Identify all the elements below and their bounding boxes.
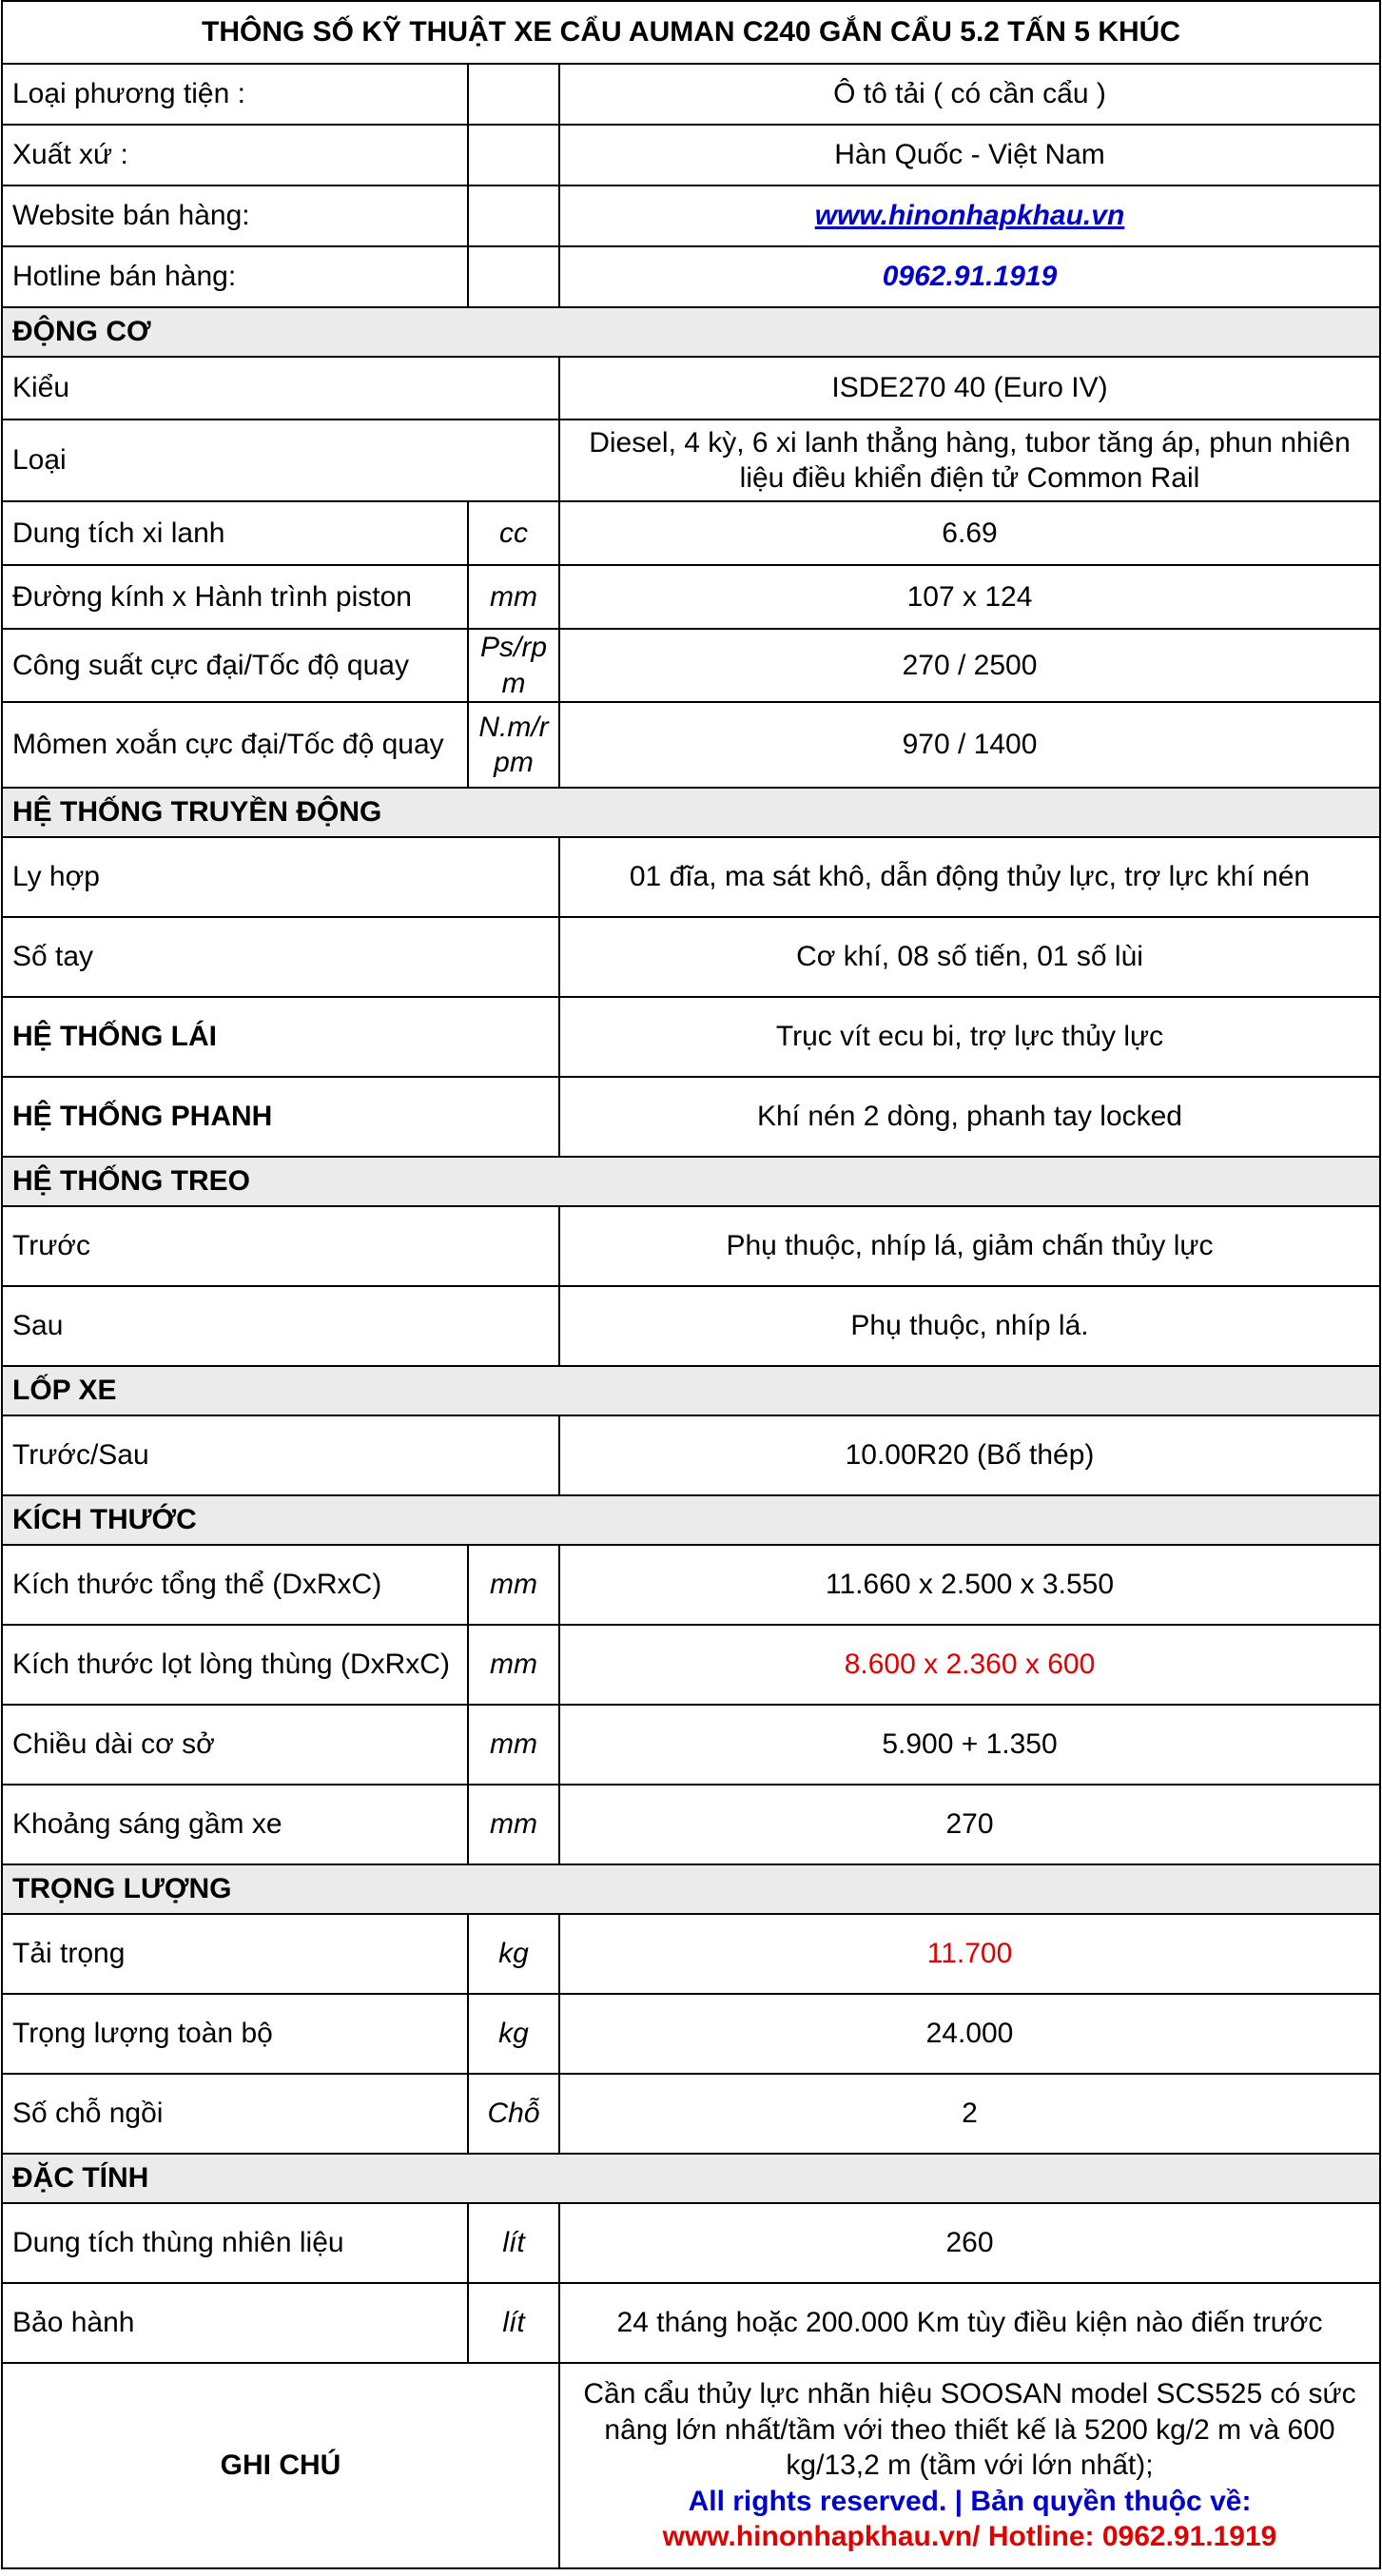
table-row xyxy=(2,246,1380,307)
note-rights: All rights reserved. | Bản quyền thuộc về: xyxy=(688,2485,1252,2517)
table-row xyxy=(2,1914,1380,1994)
table-row xyxy=(2,917,1380,997)
section-transmission-heading: HỆ THỐNG TRUYỀN ĐỘNG xyxy=(2,788,1380,837)
table-row xyxy=(2,837,1380,917)
section-suspension-heading: HỆ THỐNG TREO xyxy=(2,1157,1380,1206)
row-unit: Ps/rpm xyxy=(468,629,559,702)
row-unit: lít xyxy=(468,2283,559,2363)
row-label: Trước xyxy=(2,1206,559,1286)
table-row xyxy=(2,1206,1380,1286)
table-row xyxy=(2,1994,1380,2074)
hotline-value: 0962.91.1919 xyxy=(882,261,1058,293)
hotline-cell xyxy=(559,246,1380,307)
row-value: Diesel, 4 kỳ, 6 xi lanh thẳng hàng, tubor tăng áp, phun nhiên liệu điều khiển điện tử Common Rail xyxy=(559,420,1380,501)
row-label: Kiểu xyxy=(2,357,559,420)
row-unit: mm xyxy=(468,1785,559,1864)
row-unit: mm xyxy=(468,1705,559,1785)
steering-label: HỆ THỐNG LÁI xyxy=(2,997,559,1077)
row-value: ISDE270 40 (Euro IV) xyxy=(559,357,1380,420)
row-label: Loại phương tiện : xyxy=(2,64,468,125)
row-value: 270 xyxy=(559,1785,1380,1864)
section-features-heading: ĐẶC TÍNH xyxy=(2,2154,1380,2203)
table-row xyxy=(2,64,1380,125)
section-weight-heading: TRỌNG LƯỢNG xyxy=(2,1864,1380,1914)
row-value: Cơ khí, 08 số tiến, 01 số lùi xyxy=(559,917,1380,997)
row-value: 5.900 + 1.350 xyxy=(559,1705,1380,1785)
row-unit: N.m/rpm xyxy=(468,702,559,788)
row-value: 107 x 124 xyxy=(559,565,1380,629)
row-label: Hotline bán hàng: xyxy=(2,246,468,307)
row-value-highlight: 11.700 xyxy=(559,1914,1380,1994)
table-row xyxy=(2,629,1380,702)
row-label: Tải trọng xyxy=(2,1914,468,1994)
row-label: Trọng lượng toàn bộ xyxy=(2,1994,468,2074)
table-row xyxy=(2,1705,1380,1785)
table-row xyxy=(2,1625,1380,1705)
table-row xyxy=(2,2283,1380,2363)
row-label: Đường kính x Hành trình piston xyxy=(2,565,468,629)
table-row xyxy=(2,501,1380,565)
row-unit: lít xyxy=(468,2203,559,2283)
row-value: Ô tô tải ( có cần cẩu ) xyxy=(559,64,1380,125)
row-label: Kích thước lọt lòng thùng (DxRxC) xyxy=(2,1625,468,1705)
row-value: 260 xyxy=(559,2203,1380,2283)
row-value-highlight: 8.600 x 2.360 x 600 xyxy=(559,1625,1380,1705)
row-label: Xuất xứ : xyxy=(2,125,468,185)
note-label: GHI CHÚ xyxy=(2,2363,559,2568)
row-value: 24.000 xyxy=(559,1994,1380,2074)
section-dimensions-heading: KÍCH THƯỚC xyxy=(2,1495,1380,1545)
row-value: Phụ thuộc, nhíp lá. xyxy=(559,1286,1380,1366)
note-footer: www.hinonhapkhau.vn/ Hotline: 0962.91.1919 xyxy=(662,2521,1277,2553)
section-tires-heading: LỐP XE xyxy=(2,1366,1380,1415)
row-label: Công suất cực đại/Tốc độ quay xyxy=(2,629,468,702)
website-link[interactable]: www.hinonhapkhau.vn xyxy=(814,200,1125,232)
row-unit: mm xyxy=(468,1625,559,1705)
table-row xyxy=(2,2203,1380,2283)
row-unit: mm xyxy=(468,1545,559,1625)
brake-value: Khí nén 2 dòng, phanh tay locked xyxy=(559,1077,1380,1157)
row-unit: kg xyxy=(468,1994,559,2074)
row-unit xyxy=(468,246,559,307)
table-row xyxy=(2,1286,1380,1366)
row-label: Số chỗ ngồi xyxy=(2,2074,468,2154)
table-row xyxy=(2,1785,1380,1864)
row-value: 10.00R20 (Bố thép) xyxy=(559,1415,1380,1495)
row-label: Bảo hành xyxy=(2,2283,468,2363)
row-label: Kích thước tổng thể (DxRxC) xyxy=(2,1545,468,1625)
row-label: Khoảng sáng gầm xe xyxy=(2,1785,468,1864)
row-unit xyxy=(468,125,559,185)
row-value: 6.69 xyxy=(559,501,1380,565)
note-text: Cần cẩu thủy lực nhãn hiệu SOOSAN model SCS525 có sức nâng lớn nhất/tầm với theo thiết kế là 5200 kg/2 m và 600 kg/13,2 m (tầm với lớn nhất); xyxy=(583,2378,1356,2482)
table-row xyxy=(2,1077,1380,1157)
row-unit xyxy=(468,185,559,246)
row-label: Dung tích thùng nhiên liệu xyxy=(2,2203,468,2283)
note-cell xyxy=(559,2363,1380,2568)
table-row xyxy=(2,997,1380,1077)
table-row xyxy=(2,2074,1380,2154)
row-label: Website bán hàng: xyxy=(2,185,468,246)
row-unit: mm xyxy=(468,565,559,629)
row-value: Hàn Quốc - Việt Nam xyxy=(559,125,1380,185)
website-cell xyxy=(559,185,1380,246)
table-row xyxy=(2,185,1380,246)
table-row xyxy=(2,420,1380,501)
section-engine-heading: ĐỘNG CƠ xyxy=(2,307,1380,357)
row-unit: Chỗ xyxy=(468,2074,559,2154)
row-label: Trước/Sau xyxy=(2,1415,559,1495)
table-row xyxy=(2,357,1380,420)
brake-label: HỆ THỐNG PHANH xyxy=(2,1077,559,1157)
row-label: Sau xyxy=(2,1286,559,1366)
table-row xyxy=(2,1545,1380,1625)
row-label: Mômen xoắn cực đại/Tốc độ quay xyxy=(2,702,468,788)
table-row xyxy=(2,565,1380,629)
page-title: THÔNG SỐ KỸ THUẬT XE CẨU AUMAN C240 GẮN CẨU 5.2 TẤN 5 KHÚC xyxy=(2,1,1380,64)
table-row xyxy=(2,125,1380,185)
row-label: Chiều dài cơ sở xyxy=(2,1705,468,1785)
table-row xyxy=(2,702,1380,788)
row-unit xyxy=(468,64,559,125)
row-label: Dung tích xi lanh xyxy=(2,501,468,565)
row-value: 270 / 2500 xyxy=(559,629,1380,702)
row-label: Ly hợp xyxy=(2,837,559,917)
row-unit: kg xyxy=(468,1914,559,1994)
row-value: 970 / 1400 xyxy=(559,702,1380,788)
row-label: Loại xyxy=(2,420,559,501)
row-value: 11.660 x 2.500 x 3.550 xyxy=(559,1545,1380,1625)
row-label: Số tay xyxy=(2,917,559,997)
steering-value: Trục vít ecu bi, trợ lực thủy lực xyxy=(559,997,1380,1077)
row-value: Phụ thuộc, nhíp lá, giảm chấn thủy lực xyxy=(559,1206,1380,1286)
row-value: 01 đĩa, ma sát khô, dẫn động thủy lực, trợ lực khí nén xyxy=(559,837,1380,917)
row-unit: cc xyxy=(468,501,559,565)
table-row xyxy=(2,1415,1380,1495)
row-value: 2 xyxy=(559,2074,1380,2154)
note-row xyxy=(2,2363,1380,2568)
spec-table xyxy=(1,0,1381,2569)
row-value: 24 tháng hoặc 200.000 Km tùy điều kiện nào điến trước xyxy=(559,2283,1380,2363)
